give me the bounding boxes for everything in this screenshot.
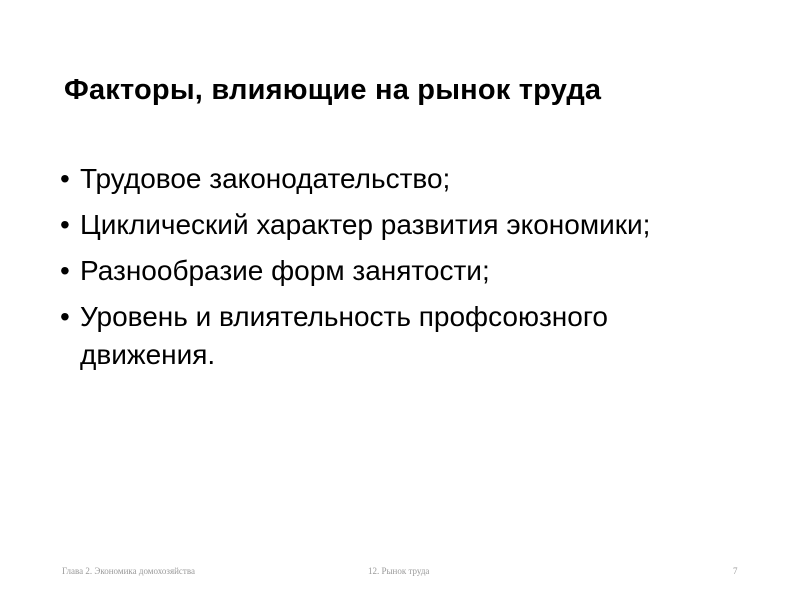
bullet-text: Трудовое законодательство; — [80, 163, 451, 194]
bullet-text: Разнообразие форм занятости; — [80, 255, 490, 286]
footer-chapter: Глава 2. Экономика домохозяйства — [62, 566, 195, 576]
bullet-icon: • — [60, 209, 70, 240]
bullet-text: Уровень и влиятельность профсоюзного движения. — [80, 301, 609, 370]
bullet-item — [60, 206, 720, 244]
bullet-item — [60, 252, 720, 290]
slide-title: Факторы, влияющие на рынок труда — [64, 74, 602, 106]
bullet-list — [60, 160, 720, 382]
bullet-item — [60, 160, 720, 198]
bullet-text: Циклический характер развития экономики; — [80, 209, 651, 240]
bullet-item — [60, 298, 720, 374]
bullet-icon: • — [60, 255, 70, 286]
page-number: 7 — [733, 566, 738, 576]
bullet-icon: • — [60, 301, 70, 332]
bullet-icon: • — [60, 163, 70, 194]
footer-section: 12. Рынок труда — [368, 566, 430, 576]
